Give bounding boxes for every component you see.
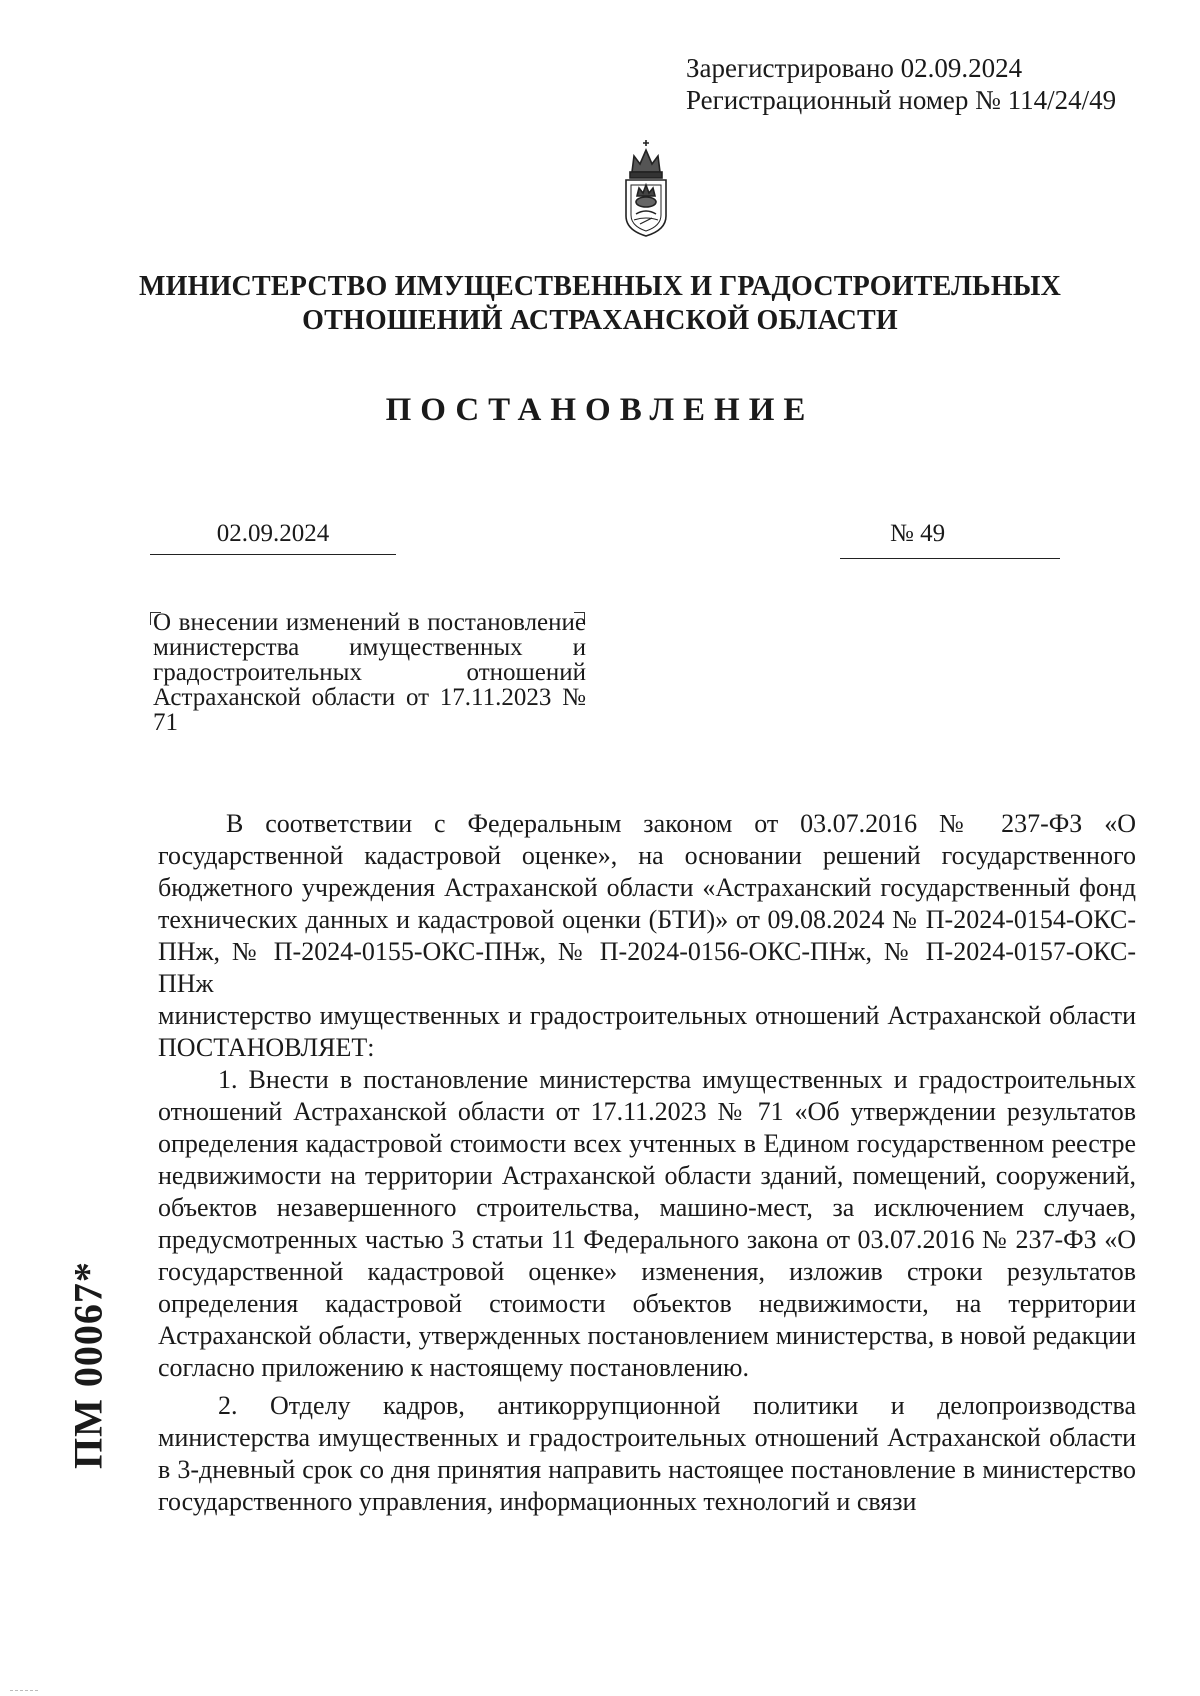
ministry-name [0,270,1200,338]
item-2-paragraph: 2. Отделу кадров, антикоррупционной политики и делопроизводства министерства имущественных и градостроительных отношений Астраханской области в 3-дневный срок со дня принятия направить настоящее постановление в министерство государственного управления, информационных технологий и связи [158,1391,1136,1516]
decree-date: 02.09.2024 [216,520,330,547]
decree-number: № 49 [890,520,946,547]
document-type-title: ПОСТАНОВЛЕНИЕ [385,392,815,428]
resolves-paragraph: министерство имущественных и градостроительных отношений Астраханской области ПОСТАНОВЛЯЕТ: [158,1001,1136,1062]
registration-number: Регистрационный номер № 114/24/49 [686,85,1117,115]
ministry-name-line2: ОТНОШЕНИЙ АСТРАХАНСКОЙ ОБЛАСТИ [302,305,898,336]
scan-artifact [10,1690,38,1691]
date-underline [150,554,396,555]
preamble-paragraph: В соответствии с Федеральным законом от 03.07.2016 № 237-ФЗ «О государственной кадастровой оценке», на основании решений государственного бюджетного учреждения Астраханской области «Астраханский государственный фонд технических данных и кадастровой оценки (БТИ)» от 09.08.2024 № П-2024-0154-ОКС-ПНж, № П-2024-0155-ОКС-ПНж, № П-2024-0156-ОКС-ПНж, № П-2024-0157-ОКС-ПНж [158,809,1136,998]
side-registration-mark [63,1240,113,1490]
registration-stamp [686,52,1116,116]
item-1-paragraph: 1. Внести в постановление министерства имущественных и градостроительных отношений Астраханской области от 17.11.2023 № 71 «Об утверждении результатов определения кадастровой стоимости всех учтенных в Едином государственном реестре недвижимости на территории Астраханской области зданий, помещений, сооружений, объектов незавершенного строительства, машино-мест, за исключением случаев, предусмотренных частью 3 статьи 11 Федерального закона от 03.07.2016 № 237-ФЗ «О государственной кадастровой оценке» изменения, изложив строки результатов определения кадастровой стоимости объектов недвижимости, на территории Астраханской области, утвержденных постановлением министерства, в новой редакции согласно приложению к настоящему постановлению. [158,1065,1136,1382]
ministry-name-line1: МИНИСТЕРСТВО ИМУЩЕСТВЕННЫХ И ГРАДОСТРОИТЕЛЬНЫХ [138,271,1061,302]
decree-subject: О внесении изменений в постановление министерства имущественных и градостроительных отношений Астраханской области от 17.11.2023 № 71 [153,609,586,736]
coat-of-arms-icon [610,138,682,242]
decree-body [158,808,1136,1518]
registration-date: Зарегистрировано 02.09.2024 [686,53,1023,83]
side-mark-text: ПМ 00067* [65,1261,111,1469]
number-underline [840,558,1060,559]
